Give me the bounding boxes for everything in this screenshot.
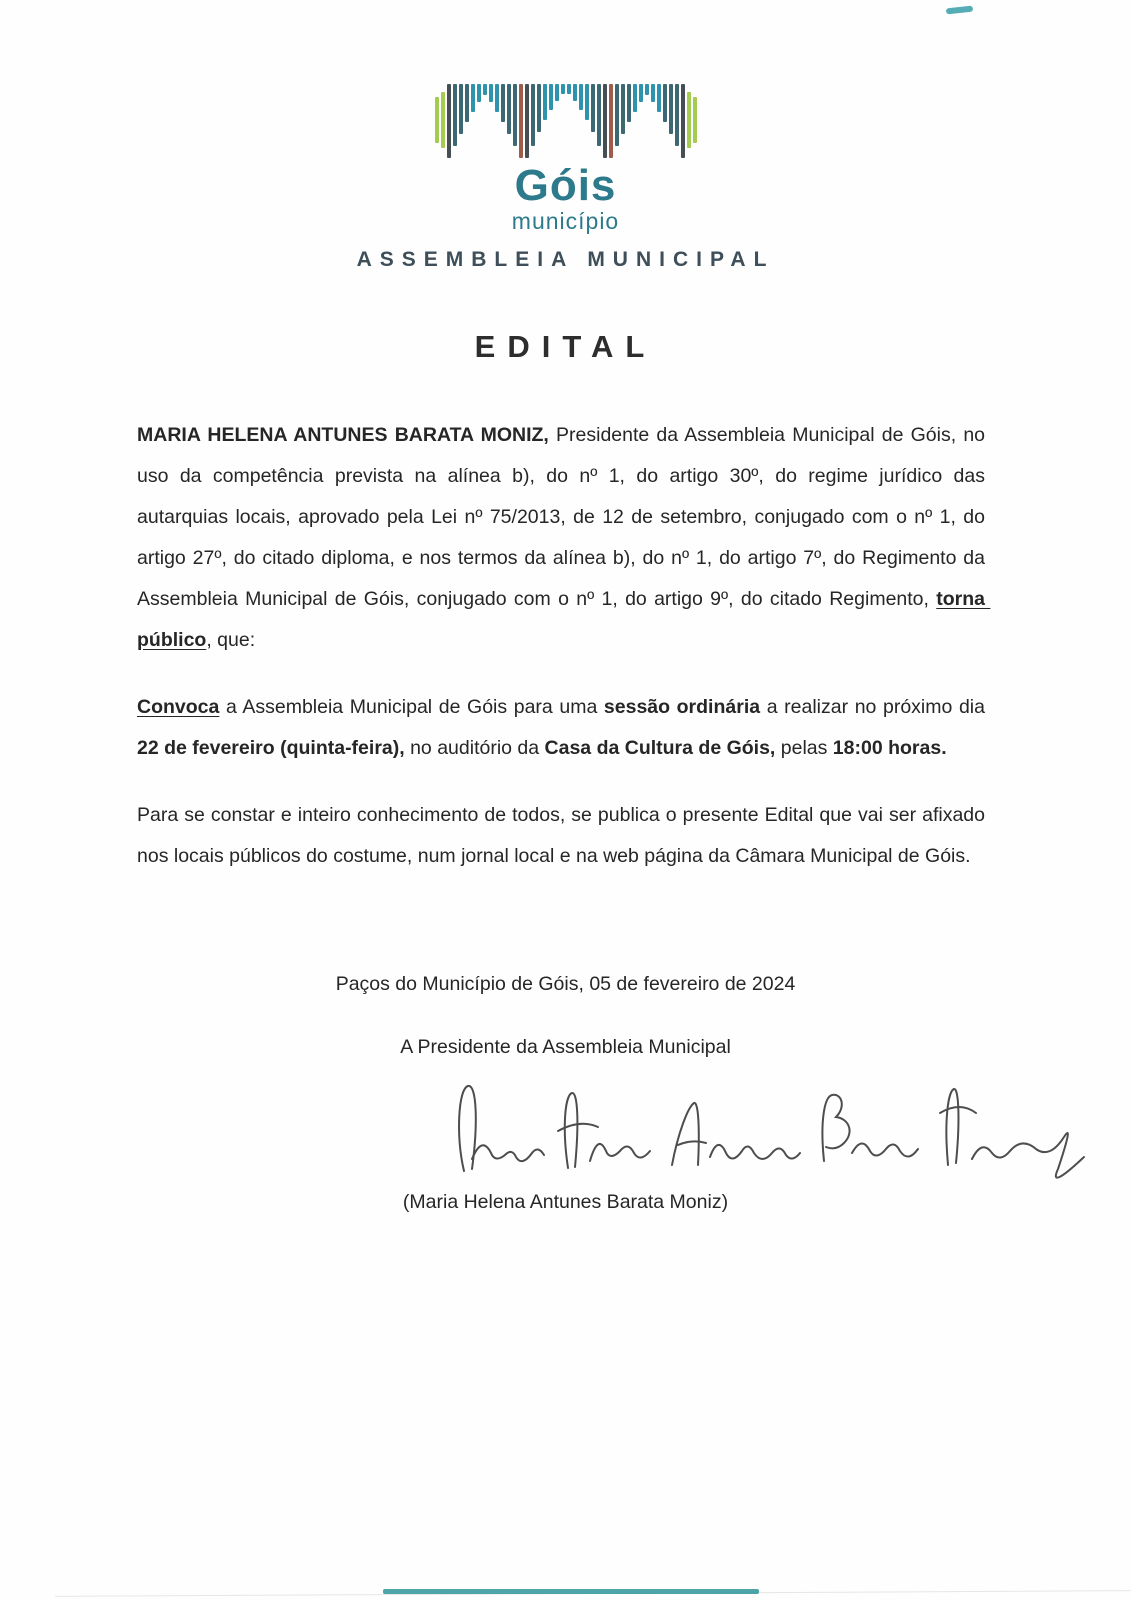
- bridge-bar: [579, 84, 583, 110]
- logo-municipality-subtitle: município: [511, 208, 620, 234]
- bridge-bar: [567, 84, 571, 94]
- bridge-bar: [489, 84, 493, 102]
- place-date-line: Paços do Município de Góis, 05 de fevereiro de 2024: [335, 973, 796, 996]
- bridge-bar: [693, 97, 697, 143]
- signer-title: A Presidente da Assembleia Municipal: [400, 1036, 731, 1059]
- signer-name-printed: (Maria Helena Antunes Barata Moniz): [402, 1191, 729, 1214]
- text-segment: no auditório da: [404, 737, 545, 760]
- bridge-bar: [657, 84, 661, 112]
- bridge-bar: [609, 84, 613, 158]
- bridge-bar: [675, 84, 679, 146]
- bridge-bar: [633, 84, 637, 112]
- bridge-bar: [435, 97, 439, 143]
- text-segment: 18:00 horas.: [832, 737, 947, 760]
- bridge-bar: [543, 84, 547, 120]
- bridge-bar: [471, 84, 475, 112]
- bridge-bar: [519, 84, 523, 158]
- bridge-bar: [681, 84, 685, 158]
- bridge-bar: [477, 84, 481, 102]
- text-segment: Casa da Cultura de Góis,: [544, 737, 776, 760]
- text-segment: pelas: [775, 737, 833, 760]
- bridge-bar: [669, 84, 673, 134]
- bridge-bar: [687, 92, 691, 148]
- text-segment: 22 de fevereiro (quinta-feira),: [137, 737, 405, 760]
- text-segment: Convoca: [137, 696, 220, 719]
- text-segment: MARIA HELENA ANTUNES BARATA MONIZ,: [137, 424, 549, 447]
- bridge-bar: [507, 84, 511, 134]
- document-body: [137, 415, 991, 877]
- logo-assembly-name: ASSEMBLEIA MUNICIPAL: [356, 248, 775, 272]
- bridge-bar: [525, 84, 529, 158]
- text-segment: Presidente da Assembleia Municipal de Góis, no uso da competência prevista na alínea b), do nº 1, do artigo 30º, do regime jurídico das autarquias locais, aprovado pela Lei nº 75/2013, de 12 de setembro, conjugado com o nº 1, do artigo 27º, do citado diploma, e nos termos da alínea b), do nº 1, do artigo 7º, do Regimento da Assembleia Municipal de Góis, conjugado com o nº 1, do artigo 9º, do citado Regimento,: [137, 424, 991, 611]
- bridge-bar: [537, 84, 541, 132]
- bridge-bar: [621, 84, 625, 134]
- bridge-bar: [561, 84, 565, 94]
- bridge-bar: [639, 84, 643, 102]
- handwritten-signature-image: [428, 1073, 1088, 1185]
- bridge-bar: [441, 92, 445, 148]
- text-segment: Para se constar e inteiro conhecimento de todos, se publica o presente Edital que vai ser afixado nos locais públicos do costume, num jornal local e na web página da Câmara Municipal de Góis.: [137, 804, 991, 868]
- bridge-bar: [447, 84, 451, 158]
- text-segment: torna público: [137, 588, 991, 652]
- text-segment: sessão ordinária: [603, 696, 761, 719]
- bridge-bar: [459, 84, 463, 134]
- bridge-bar: [645, 84, 649, 95]
- bridge-bar: [513, 84, 517, 146]
- bridge-bar: [555, 84, 559, 101]
- bridge-bar: [663, 84, 667, 122]
- bridge-logo-icon: [0, 84, 1131, 160]
- municipality-logo: [0, 0, 1131, 271]
- text-segment: , que:: [206, 629, 256, 652]
- bridge-bar: [597, 84, 601, 146]
- paragraph-publication: [137, 795, 991, 877]
- paragraph-convocation: [137, 687, 991, 769]
- paragraph-preamble: [137, 415, 991, 661]
- text-segment: a realizar no próximo dia: [760, 696, 991, 719]
- bridge-bar: [585, 84, 589, 120]
- bridge-bar: [573, 84, 577, 101]
- bridge-bar: [591, 84, 595, 132]
- logo-municipality-name: Góis: [514, 161, 617, 210]
- bridge-bar: [495, 84, 499, 112]
- bridge-bar: [531, 84, 535, 146]
- scan-bottom-teal-bar: [383, 1589, 759, 1594]
- bridge-bar: [615, 84, 619, 146]
- bridge-bar: [501, 84, 505, 122]
- bridge-bar: [549, 84, 553, 110]
- document-title: EDITAL: [474, 329, 657, 365]
- bridge-bar: [627, 84, 631, 122]
- bridge-bar: [453, 84, 457, 146]
- bridge-bar: [651, 84, 655, 102]
- bridge-bar: [603, 84, 607, 158]
- text-segment: a Assembleia Municipal de Góis para uma: [219, 696, 604, 719]
- bridge-bar: [465, 84, 469, 122]
- bridge-bar: [483, 84, 487, 95]
